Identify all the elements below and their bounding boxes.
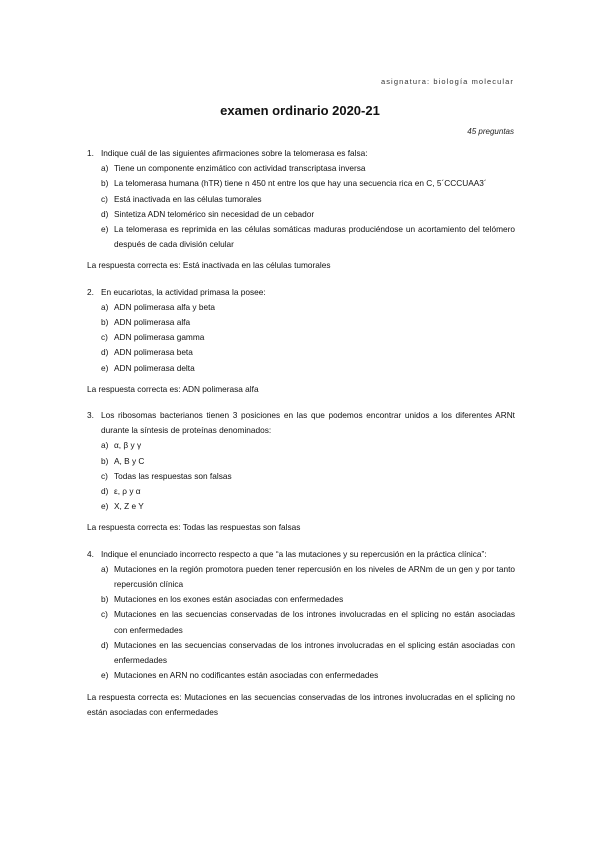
option-letter: b) xyxy=(101,594,109,605)
option xyxy=(101,469,515,484)
option xyxy=(101,315,515,330)
option-text: Tiene un componente enzimático con actividad transcriptasa inversa xyxy=(114,163,366,174)
option-letter: a) xyxy=(101,163,109,174)
option-letter: e) xyxy=(101,224,109,235)
question-number: 2. xyxy=(87,286,94,297)
option xyxy=(101,454,515,469)
question-2 xyxy=(87,285,515,397)
option-text: α, β y γ xyxy=(114,440,142,451)
exam-content xyxy=(87,146,515,731)
option xyxy=(101,176,515,191)
question-count: 45 preguntas xyxy=(467,127,514,136)
question-number: 1. xyxy=(87,148,94,158)
option-text: Está inactivada en las células tumorales xyxy=(114,193,262,204)
option xyxy=(101,192,515,207)
option xyxy=(101,562,515,592)
option-letter: e) xyxy=(101,670,109,681)
option-text: Mutaciones en ARN no codificantes están asociadas con enfermedades xyxy=(114,670,379,681)
option-letter: e) xyxy=(101,501,109,512)
option xyxy=(101,330,515,345)
option-letter: a) xyxy=(101,301,109,312)
correct-answer: La respuesta correcta es: Está inactivada en las células tumorales xyxy=(87,260,331,271)
option xyxy=(101,300,515,315)
option-text: ε, ρ y α xyxy=(114,486,141,497)
option-letter: e) xyxy=(101,362,109,373)
question-number: 4. xyxy=(87,548,94,559)
option-text: La telomerasa es reprimida en las células somáticas maduras produciéndose un acortamiento del telómero después de cada división celular xyxy=(114,224,515,250)
question-text: En eucariotas, la actividad primasa la posee: xyxy=(101,286,266,297)
option-letter: b) xyxy=(101,317,109,328)
option-letter: c) xyxy=(101,332,108,343)
option-letter: c) xyxy=(101,193,108,204)
page-title: examen ordinario 2020-21 xyxy=(220,103,380,118)
question-text: Los ribosomas bacterianos tienen 3 posiciones en las que podemos encontrar unidos a los diferentes ARNt durante la síntesis de proteínas denominados: xyxy=(101,410,515,436)
option-text: Mutaciones en las secuencias conservadas de los intrones involucradas en el splicing no están asociadas con enfermedades xyxy=(114,609,515,635)
correct-answer: La respuesta correcta es: Todas las respuestas son falsas xyxy=(87,522,301,533)
question-text: Indique el enunciado incorrecto respecto a que “a las mutaciones y su repercusión en la práctica clínica”: xyxy=(101,548,487,559)
option-letter: a) xyxy=(101,563,109,574)
option xyxy=(101,161,515,176)
option-letter: b) xyxy=(101,178,109,189)
option-text: ADN polimerasa alfa xyxy=(114,317,191,328)
option-text: A, B y C xyxy=(114,455,145,466)
subject-label: asignatura: biología molecular xyxy=(380,77,514,86)
question-3 xyxy=(87,408,515,536)
option-text: ADN polimerasa gamma xyxy=(114,332,205,343)
option-letter: c) xyxy=(101,609,108,620)
option-letter: c) xyxy=(101,470,108,481)
option-text: Mutaciones en la región promotora pueden tener repercusión en los niveles de ARNm de un gen y por tanto repercusión clínica xyxy=(114,563,515,590)
option-text: Todas las respuestas son falsas xyxy=(114,470,232,481)
option xyxy=(101,638,515,668)
option-text: Sintetiza ADN telomérico sin necesidad de un cebador xyxy=(114,208,315,219)
options-list xyxy=(101,300,515,376)
option-text: ADN polimerasa alfa y beta xyxy=(114,301,215,312)
option xyxy=(101,207,515,222)
option-text: ADN polimerasa beta xyxy=(114,347,193,358)
option xyxy=(101,592,515,607)
option xyxy=(101,607,515,637)
option-text: Mutaciones en los exones están asociadas con enfermedades xyxy=(114,594,344,605)
option-letter: d) xyxy=(101,347,109,358)
options-list xyxy=(101,438,515,514)
option-letter: d) xyxy=(101,486,109,497)
option-text: X, Z e Y xyxy=(114,501,144,512)
question-text: Indique cuál de las siguientes afirmaciones sobre la telomerasa es falsa: xyxy=(101,148,368,158)
option-letter: a) xyxy=(101,440,109,451)
option-letter: d) xyxy=(101,208,109,219)
question-1 xyxy=(87,146,515,274)
question-4 xyxy=(87,547,515,720)
options-list xyxy=(101,161,515,252)
correct-answer: La respuesta correcta es: ADN polimerasa alfa xyxy=(87,383,259,394)
option-text: ADN polimerasa delta xyxy=(114,362,195,373)
option xyxy=(101,499,515,514)
option xyxy=(101,222,515,252)
option-text: Mutaciones en las secuencias conservadas de los intrones involucradas en el splicing están asociadas con enfermedades xyxy=(114,639,515,666)
correct-answer: La respuesta correcta es: Mutaciones en las secuencias conservadas de los intrones involucradas en el splicing no están asociadas con enfermedades xyxy=(87,691,515,717)
option xyxy=(101,668,515,683)
option-letter: d) xyxy=(101,639,109,650)
option xyxy=(101,438,515,453)
option-text: La telomerasa humana (hTR) tiene n 450 nt entre los que hay una secuencia rica en C, 5´CCCUAA3´ xyxy=(114,178,487,189)
option xyxy=(101,361,515,376)
options-list xyxy=(101,562,515,684)
option xyxy=(101,345,515,360)
option xyxy=(101,484,515,499)
option-letter: b) xyxy=(101,455,109,466)
question-number: 3. xyxy=(87,410,94,421)
